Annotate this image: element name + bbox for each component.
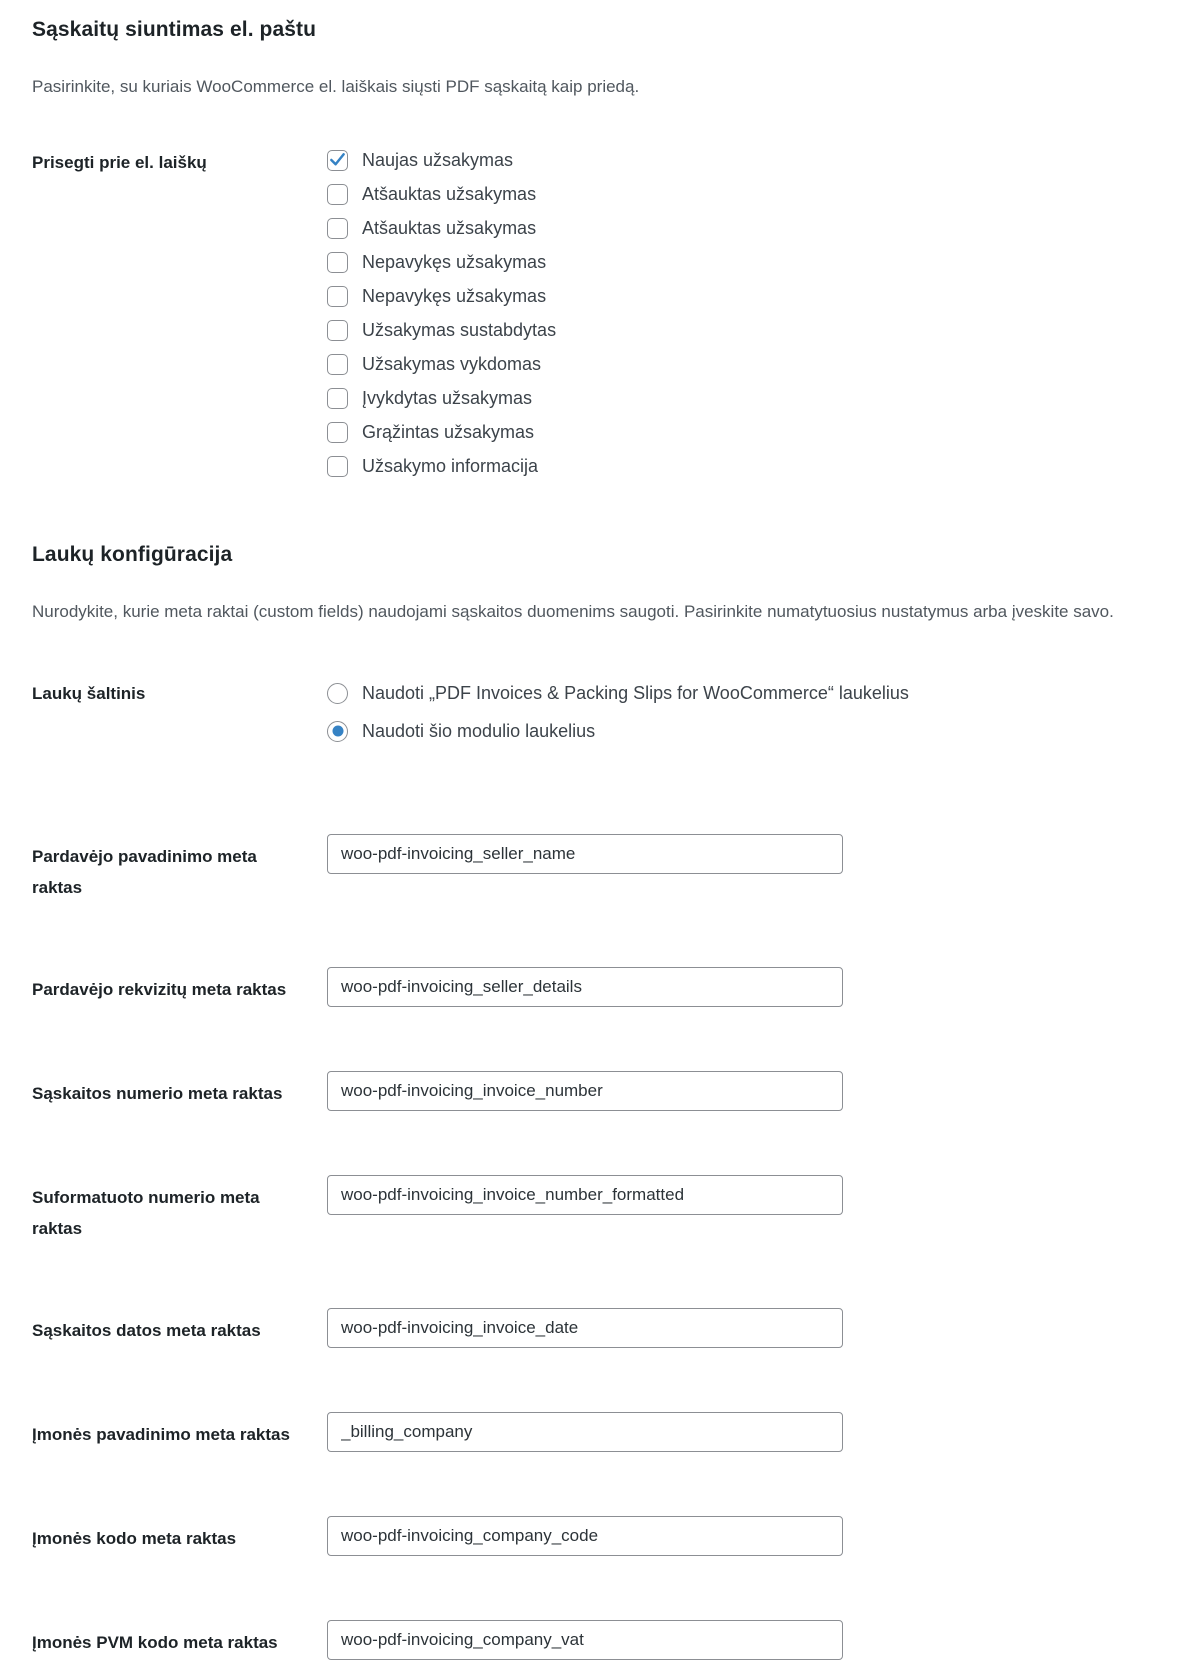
field-label: Pardavėjo rekvizitų meta raktas: [32, 980, 287, 999]
checkbox-label[interactable]: Grąžintas užsakymas: [362, 421, 535, 442]
meta-input-invoice-number-formatted[interactable]: [327, 1175, 843, 1215]
checkbox-item-failed-order-2[interactable]: [327, 279, 556, 313]
checkbox-item-order-completed[interactable]: [327, 381, 556, 415]
checkbox-label[interactable]: Užsakymas vykdomas: [362, 353, 542, 374]
field-label: Įmonės pavadinimo meta raktas: [32, 1425, 290, 1444]
field-row-invoice-number: [32, 1071, 1151, 1111]
checkbox-label[interactable]: Atšauktas užsakymas: [362, 183, 537, 204]
radio-dot-icon: [332, 726, 343, 737]
field-row-company-vat: [32, 1620, 1151, 1660]
meta-input-invoice-date[interactable]: [327, 1308, 843, 1348]
meta-input-seller-name[interactable]: [327, 834, 843, 874]
checkbox-item-new-order[interactable]: [327, 143, 556, 177]
email-section-title: Sąskaitų siuntimas el. paštu: [32, 18, 317, 41]
checkbox-item-order-details[interactable]: [327, 449, 556, 483]
checkbox[interactable]: [327, 354, 348, 375]
field-row-invoice-number-formatted: [32, 1175, 1151, 1244]
meta-input-billing-company[interactable]: [327, 1412, 843, 1452]
radio-use-pdf-invoices-plugin-fields[interactable]: [327, 674, 909, 712]
fields-section-description: Nurodykite, kurie meta raktai (custom fields) naudojami sąskaitos duomenims saugoti. Pasirinkite numatytuosius nustatymus arba įveskite savo.: [32, 602, 1114, 621]
checkbox-label[interactable]: Užsakymas sustabdytas: [362, 319, 557, 340]
checkbox-label[interactable]: Užsakymo informacija: [362, 455, 539, 476]
checkbox-label[interactable]: Atšauktas užsakymas: [362, 217, 537, 238]
fields-source-row: [32, 674, 1151, 750]
checkbox[interactable]: [327, 422, 348, 443]
meta-input-company-code[interactable]: [327, 1516, 843, 1556]
field-label: Pardavėjo pavadinimo meta raktas: [32, 847, 257, 897]
field-label: Sąskaitos numerio meta raktas: [32, 1084, 283, 1103]
checkbox[interactable]: [327, 252, 348, 273]
field-label: Sąskaitos datos meta raktas: [32, 1321, 261, 1340]
fields-source-label: Laukų šaltinis: [32, 684, 146, 703]
meta-input-invoice-number[interactable]: [327, 1071, 843, 1111]
checkbox-item-cancelled-order-2[interactable]: [327, 211, 556, 245]
checkbox[interactable]: [327, 456, 348, 477]
checkbox-item-cancelled-order-1[interactable]: [327, 177, 556, 211]
radio-label[interactable]: Naudoti „PDF Invoices & Packing Slips for WooCommerce“ laukelius: [362, 682, 909, 703]
checkbox[interactable]: [327, 286, 348, 307]
checkbox-label[interactable]: Naujas užsakymas: [362, 149, 514, 170]
checkbox-item-order-processing[interactable]: [327, 347, 556, 381]
field-row-invoice-date: [32, 1308, 1151, 1348]
radio-button[interactable]: [327, 721, 348, 742]
checkmark-icon: [328, 150, 347, 169]
field-row-seller-details: [32, 967, 1151, 1007]
meta-input-seller-details[interactable]: [327, 967, 843, 1007]
checkbox[interactable]: [327, 218, 348, 239]
field-label: Suformatuoto numerio meta raktas: [32, 1188, 260, 1238]
checkbox-item-order-refunded[interactable]: [327, 415, 556, 449]
checkbox-label[interactable]: Nepavykęs užsakymas: [362, 285, 547, 306]
checkbox-label[interactable]: Įvykdytas užsakymas: [362, 387, 533, 408]
attach-to-emails-label: Prisegti prie el. laiškų: [32, 153, 207, 172]
email-section-description: Pasirinkite, su kuriais WooCommerce el. laiškais siųsti PDF sąskaitą kaip priedą.: [32, 77, 640, 96]
radio-button[interactable]: [327, 683, 348, 704]
field-row-billing-company: [32, 1412, 1151, 1452]
field-label: Įmonės kodo meta raktas: [32, 1529, 237, 1548]
radio-label[interactable]: Naudoti šio modulio laukelius: [362, 720, 596, 741]
field-label: Įmonės PVM kodo meta raktas: [32, 1633, 278, 1652]
attach-to-emails-row: [32, 143, 1151, 483]
checkbox[interactable]: [327, 320, 348, 341]
checkbox[interactable]: [327, 388, 348, 409]
email-checkbox-list: [327, 143, 556, 483]
field-row-company-code: [32, 1516, 1151, 1556]
checkbox-item-failed-order-1[interactable]: [327, 245, 556, 279]
checkbox-label[interactable]: Nepavykęs užsakymas: [362, 251, 547, 272]
checkbox[interactable]: [327, 150, 348, 171]
field-row-seller-name: [32, 834, 1151, 903]
meta-input-company-vat[interactable]: [327, 1620, 843, 1660]
radio-use-module-fields[interactable]: [327, 712, 909, 750]
fields-section-title: Laukų konfigūracija: [32, 543, 233, 566]
checkbox-item-order-on-hold[interactable]: [327, 313, 556, 347]
checkbox[interactable]: [327, 184, 348, 205]
meta-key-fields: [32, 834, 1151, 1660]
fields-source-radio-group: [327, 674, 909, 750]
